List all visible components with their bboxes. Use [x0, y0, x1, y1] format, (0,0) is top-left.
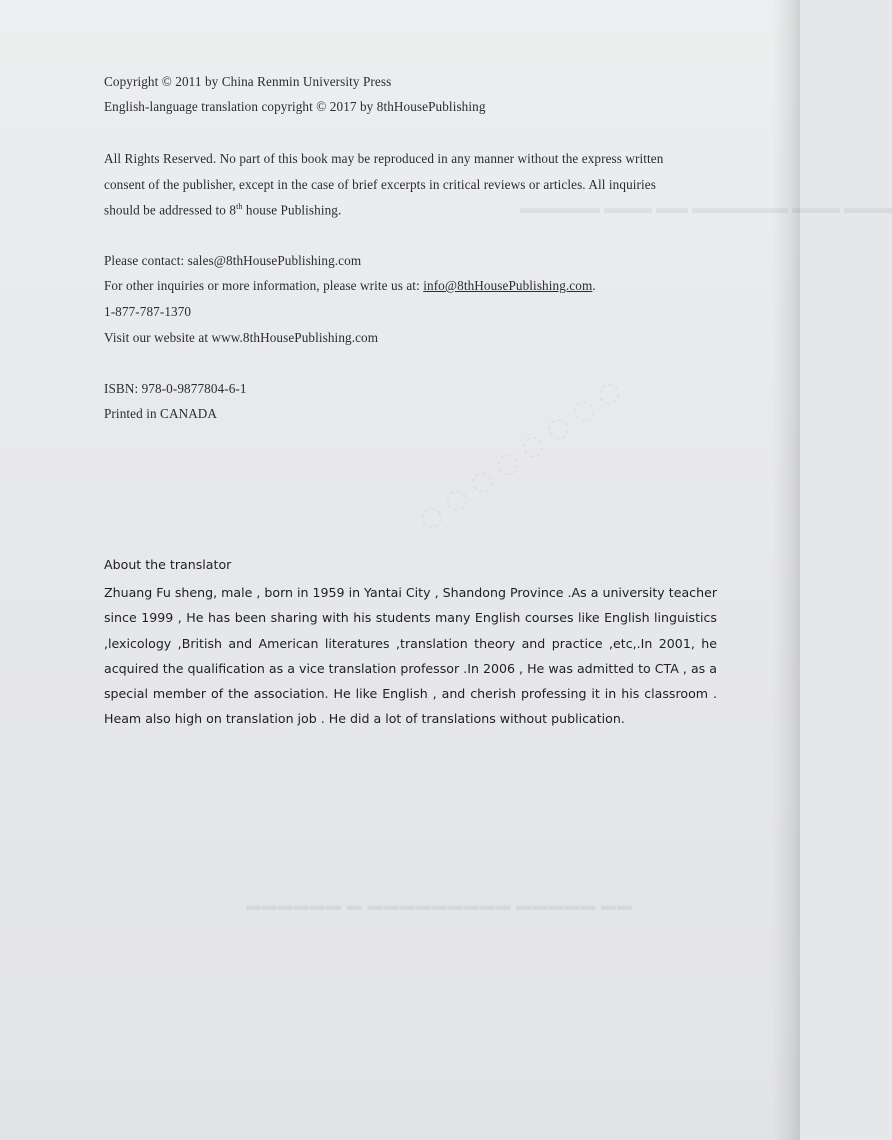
watermark-stamp-icon: ◌ ◌ ◌ ◌ ◌ ◌ ◌ ◌: [413, 374, 627, 536]
rights-line-3: [104, 202, 341, 218]
rights-ordinal-superscript: th: [236, 202, 243, 211]
about-translator-body: Zhuang Fu sheng, male , born in 1959 in Yantai City , Shandong Province .As a university teacher since 1999 , He has been sharing with his students many English courses like English linguistics ,lexicology ,British and American literatures ,translation theory and practice ,etc,.In 2001, he acquired the qualification as a vice translation professor .In 2006 , He was admitted to CTA , as a special member of the association. He like English , and cherish professing it in his classroom . Heam also high on translation job . He did a lot of translations without publication.: [104, 585, 717, 727]
contact-other: [104, 278, 596, 294]
show-through-footer-ghost: ▬▬ ▬▬▬▬▬ ▬▬▬▬▬▬▬▬▬ ▬ ▬▬▬▬▬▬: [245, 898, 632, 914]
contact-sales: Please contact: sales@8thHousePublishing.com: [104, 253, 362, 268]
rights-line-3-end: house Publishing.: [242, 202, 342, 218]
contact-info-email-link[interactable]: info@8thHousePublishing.com: [423, 278, 593, 293]
contact-other-suffix: .: [592, 278, 596, 293]
contact-website: Visit our website at www.8thHousePublishing.com: [104, 330, 379, 345]
about-translator-heading: About the translator: [104, 557, 232, 572]
rights-line-1: All Rights Reserved. No part of this book may be reproduced in any manner without the express written: [104, 151, 664, 166]
rights-line-2: consent of the publisher, except in the case of brief excerpts in critical reviews or articles. All inquiries: [104, 177, 656, 192]
rights-line-3-start: should be addressed to 8: [104, 202, 237, 218]
copyright-line-translation: English-language translation copyright © 2017 by 8thHousePublishing: [104, 99, 486, 114]
copyright-line-original: Copyright © 2011 by China Renmin University Press: [104, 74, 392, 89]
isbn: ISBN: 978-0-9877804-6-1: [104, 381, 247, 396]
contact-other-prefix: For other inquiries or more information, please write us at:: [104, 278, 424, 293]
printed-in: Printed in CANADA: [104, 406, 218, 421]
show-through-title-ghost: ▬▬▬ ▬▬▬ ▬▬▬▬▬▬ ▬▬ ▬▬▬ ▬▬▬▬▬: [520, 200, 892, 217]
page-edge-shadow: [772, 0, 800, 1140]
contact-phone: 1-877-787-1370: [104, 304, 192, 319]
